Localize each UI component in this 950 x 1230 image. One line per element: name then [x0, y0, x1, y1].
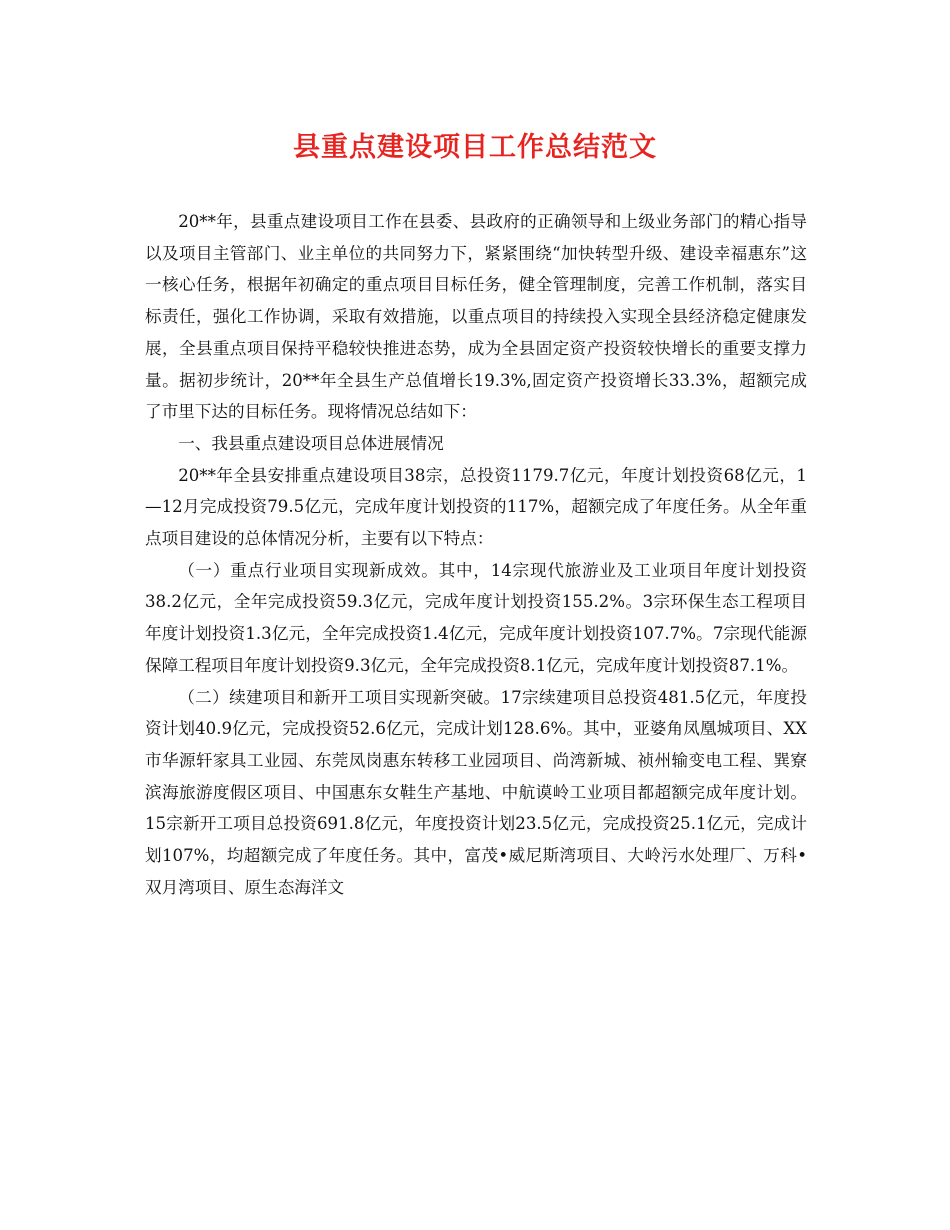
paragraph-overview: 20**年全县安排重点建设项目38宗，总投资1179.7亿元，年度计划投资68亿元，1—12月完成投资79.5亿元，完成年度计划投资的117%，超额完成了年度任务。从全年重点项目建设的总体情况分析，主要有以下特点：	[145, 465, 807, 549]
paragraph-point-1: （一）重点行业项目实现新成效。其中，14宗现代旅游业及工业项目年度计划投资38.2亿元，全年完成投资59.3亿元，完成年度计划投资155.2%。3宗环保生态工程项目年度计划投资1.3亿元，全年完成投资1.4亿元，完成年度计划投资107.7%。7宗现代能源保障工程项目年度计划投资9.3亿元，全年完成投资8.1亿元，完成年度计划投资87.1%。	[145, 560, 807, 675]
paragraph-intro: 20**年，县重点建设项目工作在县委、县政府的正确领导和上级业务部门的精心指导以及项目主管部门、业主单位的共同努力下，紧紧围绕“加快转型升级、建设幸福惠东”这一核心任务，根据年初确定的重点项目目标任务，健全管理制度，完善工作机制，落实目标责任，强化工作协调，采取有效措施，以重点项目的持续投入实现全县经济稳定健康发展，全县重点项目保持平稳较快推进态势，成为全县固定资产投资较快增长的重要支撑力量。据初步统计，20**年全县生产总值增长19.3%,固定资产投资增长33.3%，超额完成了市里下达的目标任务。现将情况总结如下：	[145, 212, 807, 422]
document-body	[145, 206, 807, 903]
paragraph-point-2: （二）续建项目和新开工项目实现新突破。17宗续建项目总投资481.5亿元，年度投资计划40.9亿元，完成投资52.6亿元，完成计划128.6%。其中，亚婆角凤凰城项目、XX市华源轩家具工业园、东莞凤岗惠东转移工业园项目、尚湾新城、祯州输变电工程、巽寮滨海旅游度假区项目、中国惠东女鞋生产基地、中航谟岭工业项目都超额完成年度计划。15宗新开工项目总投资691.8亿元，年度投资计划23.5亿元，完成投资25.1亿元，完成计划107%，均超额完成了年度任务。其中，富茂•威尼斯湾项目、大岭污水处理厂、万科•双月湾项目、原生态海洋文	[145, 687, 807, 897]
document-title: 县重点建设项目工作总结范文	[293, 132, 657, 163]
section-heading-1: 一、我县重点建设项目总体进展情况	[178, 433, 444, 453]
